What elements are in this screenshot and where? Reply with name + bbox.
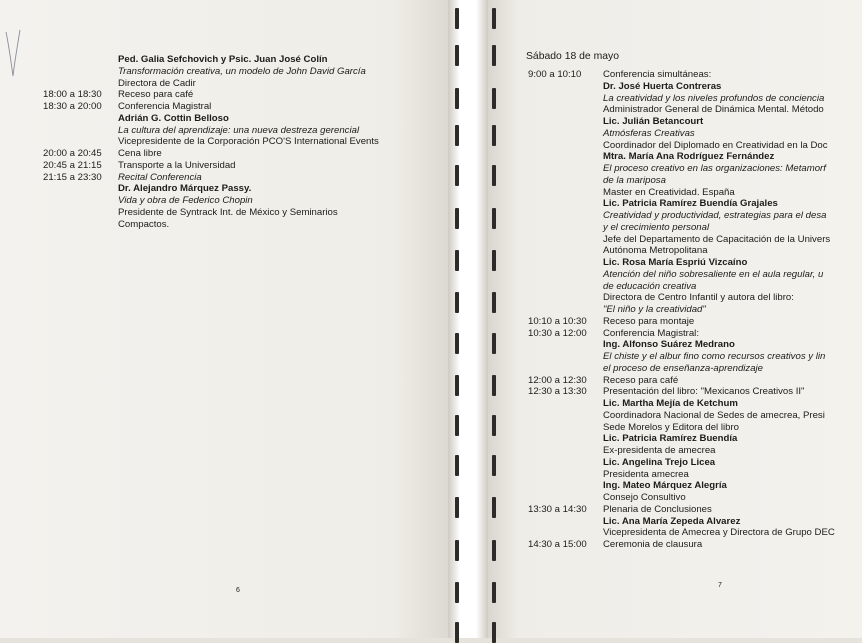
schedule-line: Master en Creatividad. España [603,186,735,198]
binding-ring [492,8,496,29]
schedule-line: Directora de Centro Infantil y autora del libro: [603,292,794,304]
binding-ring [492,455,496,476]
schedule-line: el proceso de enseñanza-aprendizaje [603,362,764,374]
schedule-line: Lic. Angelina Trejo Licea [603,456,716,468]
schedule-line: Vida y obra de Federico Chopin [118,195,253,206]
schedule-line: Dr. Alejandro Márquez Passy. [118,183,252,195]
binding-ring [455,497,459,518]
schedule-line: Presidente de Syntrack Int. de México y Seminarios [118,206,338,218]
binding-ring [492,540,496,561]
pen-mark-icon [4,26,22,86]
schedule-line: de educación creativa [603,280,697,292]
binding-ring [492,208,496,229]
schedule-line: Transformación creativa, un modelo de John David García [118,65,366,77]
schedule-line: Recital Conferencia [118,171,202,183]
spiral-binding [448,0,488,638]
binding-ring [492,88,496,109]
binding-ring [492,292,496,313]
binding-ring [492,125,496,146]
schedule-line: Receso para café [118,89,194,101]
schedule-line: Conferencia simultáneas: [603,69,712,80]
binding-ring [492,45,496,66]
schedule-time: 20:45 a 21:15 [43,159,102,171]
schedule-line: Receso para café [603,374,679,386]
schedule-line: Receso para montaje [603,315,695,327]
schedule-time: 12:30 a 13:30 [528,386,587,398]
binding-ring [455,125,459,146]
binding-ring [455,415,459,436]
binding-ring [455,540,459,561]
schedule-line: Lic. Patricia Ramírez Buendía [603,433,738,445]
schedule-time: 10:10 a 10:30 [528,315,587,327]
schedule-time: 14:30 a 15:00 [528,539,587,550]
schedule-line: Ped. Galia Sefchovich y Psic. Juan José Colín [118,54,328,65]
schedule-line: Ex-presidenta de amecrea [603,445,716,456]
schedule-line: El proceso creativo en las organizaciones: Metamorf [603,163,826,174]
schedule-line: Plenaria de Conclusiones [603,503,712,515]
binding-ring [492,250,496,271]
schedule-time: 18:00 a 18:30 [43,89,102,101]
schedule-line: Jefe del Departamento de Capacitación de la Univers [603,233,831,245]
binding-ring [455,88,459,109]
schedule-line: Dr. José Huerta Contreras [603,80,722,92]
schedule-line: Directora de Cadir [118,77,196,89]
schedule-line: Transporte a la Universidad [118,159,236,171]
schedule-line: La creatividad y los niveles profundos de conciencia [603,92,825,104]
schedule-line: Coordinador del Diplomado en Creatividad en la Doc [603,139,828,151]
binding-ring [455,582,459,603]
schedule-line: Cena libre [118,148,162,159]
schedule-line: Vicepresidente de la Corporación PCO'S International Events [118,136,379,148]
schedule-line: Lic. Martha Mejía de Ketchum [603,398,738,409]
binding-ring [455,8,459,29]
schedule-line: Presentación del libro: "Mexicanos Creativos II" [603,386,805,398]
schedule-time: 13:30 a 14:30 [528,503,587,515]
binding-ring [492,497,496,518]
schedule-line: Coordinadora Nacional de Sedes de amecrea, Presi [603,409,825,421]
binding-ring [492,165,496,186]
schedule-line: y el crecimiento personal [603,221,710,233]
schedule-line: Atención del niño sobresaliente en el aula regular, u [603,268,824,280]
binding-ring [455,165,459,186]
schedule-line: Mtra. María Ana Rodríguez Fernández [603,151,775,163]
schedule-line: Lic. Rosa María Espriú Vizcaíno [603,257,748,268]
schedule-line: Ing. Alfonso Suárez Medrano [603,339,735,351]
schedule-line: Lic. Ana María Zepeda Alvarez [603,515,741,527]
schedule-time: 10:30 a 12:00 [528,327,587,339]
schedule-time: 21:15 a 23:30 [43,171,102,183]
binding-ring [455,208,459,229]
schedule-line: Adrián G. Cottin Belloso [118,112,229,124]
binding-ring [455,622,459,643]
schedule-time: 18:30 a 20:00 [43,101,102,112]
schedule-line: Lic. Patricia Ramírez Buendía Grajales [603,198,778,210]
binding-ring [492,333,496,354]
schedule-time: 9:00 a 10:10 [528,69,582,80]
schedule-line: Lic. Julián Betancourt [603,116,704,127]
day-heading: Sábado 18 de mayo [526,51,620,62]
schedule-line: Administrador General de Dinámica Mental. Método [603,104,824,116]
schedule-line: Autónoma Metropolitana [603,245,708,257]
schedule-line: Conferencia Magistral [118,101,212,112]
schedule-line: Compactos. [118,218,170,230]
binding-ring [492,622,496,643]
schedule-line: Creatividad y productividad, estrategias para el desa [603,210,827,221]
schedule-line: El chiste y el albur fino como recursos creativos y lin [603,351,826,362]
schedule-line: Ceremonia de clausura [603,539,703,550]
schedule-line: Ing. Mateo Márquez Alegría [603,480,727,492]
schedule-line: Consejo Consultivo [603,492,686,503]
binding-ring [455,292,459,313]
schedule-time: 20:00 a 20:45 [43,148,102,159]
page-number-left: 6 [236,587,240,594]
page-number-right: 7 [718,582,722,589]
binding-ring [492,415,496,436]
binding-ring [492,375,496,396]
binding-ring [455,45,459,66]
schedule-line: Presidenta amecrea [603,468,689,480]
binding-ring [455,333,459,354]
schedule-line: Sede Morelos y Editora del libro [603,421,739,433]
schedule-line: de la mariposa [603,174,666,186]
right-page [488,0,862,638]
schedule-time: 12:00 a 12:30 [528,374,587,386]
binding-ring [455,455,459,476]
binding-ring [455,250,459,271]
schedule-line: La cultura del aprendizaje: una nueva destreza gerencial [118,124,360,136]
schedule-line: Vicepresidenta de Amecrea y Directora de Grupo DEC [603,527,835,539]
binding-ring [455,375,459,396]
schedule-line: Conferencia Magistral: [603,327,699,339]
binding-ring [492,582,496,603]
schedule-line: "El niño y la creatividad" [603,304,706,315]
schedule-line: Atmósferas Creativas [603,127,695,139]
